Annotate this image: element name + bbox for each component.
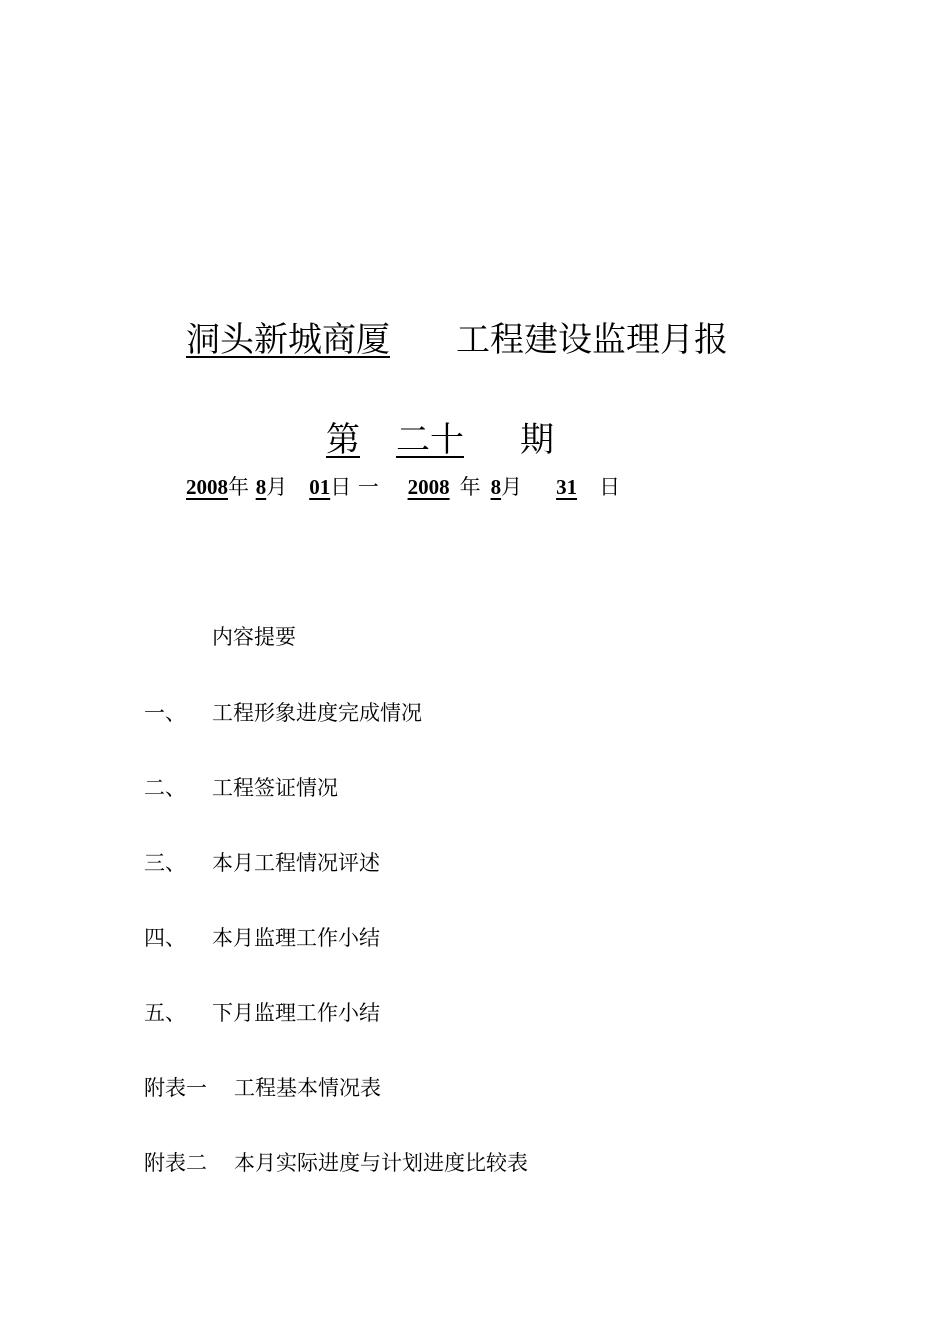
issue-prefix: 第 (326, 420, 360, 460)
end-year-unit: 年 (459, 475, 481, 499)
end-month: 8 (490, 475, 502, 499)
toc-item (144, 848, 380, 878)
toc-item-text: 本月工程情况评述 (212, 851, 380, 875)
toc-item-number: 二、 (144, 776, 186, 800)
end-day: 31 (556, 475, 578, 499)
start-month-unit: 月 (266, 475, 288, 499)
toc-item (144, 773, 338, 803)
end-year: 2008 (407, 475, 450, 499)
end-month-unit: 月 (501, 475, 523, 499)
toc-item-number: 一、 (144, 701, 186, 725)
toc-item-text: 本月监理工作小结 (212, 926, 380, 950)
report-period (176, 472, 620, 502)
toc-item (144, 998, 380, 1028)
toc-heading: 内容提要 (212, 625, 296, 649)
toc-item-text: 工程签证情况 (212, 776, 338, 800)
appendix-item (144, 1148, 528, 1178)
toc-item-number: 四、 (144, 926, 186, 950)
project-name-field (144, 320, 456, 360)
issue-number (316, 418, 554, 462)
issue-field (316, 420, 520, 460)
toc-item (144, 923, 380, 953)
end-day-unit: 日 (599, 475, 621, 499)
appendix-text: 本月实际进度与计划进度比较表 (234, 1151, 528, 1175)
toc-item (144, 698, 422, 728)
appendix-number: 附表一 (144, 1076, 207, 1100)
toc-item-text: 下月监理工作小结 (212, 1001, 380, 1025)
start-day: 01 (309, 475, 331, 499)
period-separator: 一 (357, 475, 379, 499)
start-year: 2008 (186, 475, 228, 499)
appendix-number: 附表二 (144, 1151, 207, 1175)
issue-suffix: 期 (520, 420, 554, 460)
report-type: 工程建设监理月报 (456, 320, 728, 360)
toc-item-text: 工程形象进度完成情况 (212, 701, 422, 725)
start-year-unit: 年 (228, 475, 249, 499)
toc-item-number: 五、 (144, 1001, 186, 1025)
report-title (144, 318, 728, 362)
appendix-text: 工程基本情况表 (234, 1076, 381, 1100)
start-day-unit: 日 (330, 475, 352, 499)
project-name: 洞头新城商厦 (186, 320, 390, 360)
issue-value: 二十 (396, 420, 464, 460)
appendix-item (144, 1073, 381, 1103)
start-month: 8 (255, 475, 267, 499)
toc-item-number: 三、 (144, 851, 186, 875)
